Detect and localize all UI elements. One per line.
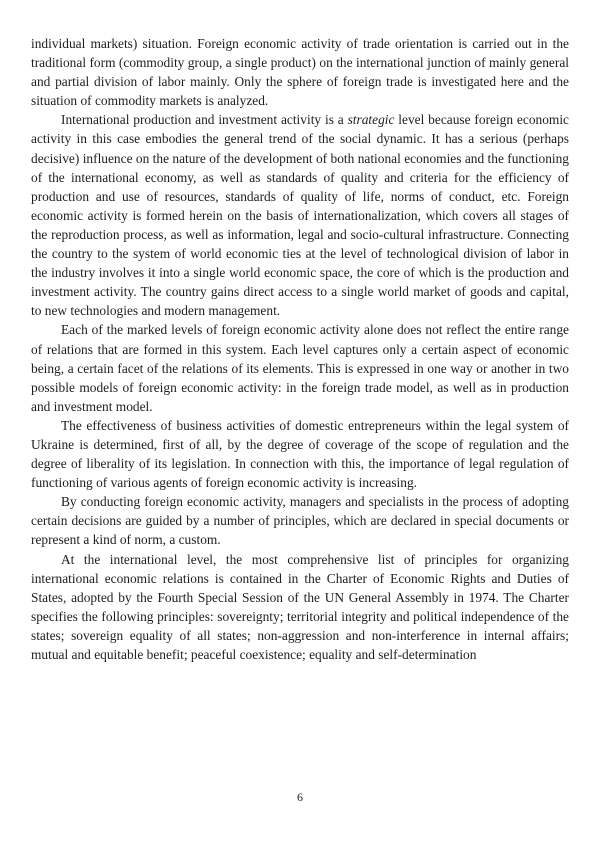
paragraph-2 [31, 110, 569, 320]
emphasis-strategic: strategic [347, 112, 395, 128]
paragraph-2-rest: level because foreign economic activity in this case embodies the general trend of the social dynamic. It has a serious (perhaps decisive) influence on the nature of the development of both national economies and the functioning of the international economy, as well as standards of quality and criteria for the efficiency of production and use of resources, standards of quality of life, norms of conduct, etc. Foreign economic activity is formed herein on the basis of internationalization, which covers all stages of the reproduction process, as well as information, legal and socio-cultural infrastructure. Connecting the country to the system of world economic ties at the level of technological division of labor in the industry involves it into a single world economic space, the core of which is the production and investment activity. The country gains direct access to a single world market of goods and capital, to new technologies and modern management. [31, 112, 569, 319]
paragraph-3: Each of the marked levels of foreign economic activity alone does not reflect the entire range of relations that are formed in this system. Each level captures only a certain aspect of economic being, a certain facet of the relations of its elements. This is expressed in one way or another in two possible models of foreign economic activity: in the foreign trade model, as well as in production and investment model. [31, 322, 569, 414]
page-number: 6 [297, 790, 303, 804]
paragraph-5: By conducting foreign economic activity, managers and specialists in the process of adopting certain decisions are guided by a number of principles, which are declared in special documents or represent a kind of norm, a custom. [31, 494, 569, 548]
paragraph-2-start: International production and investment activity is a [61, 112, 348, 128]
paragraph-6: At the international level, the most comprehensive list of principles for organizing international economic relations is contained in the Charter of Economic Rights and Duties of States, adopted by the Fourth Special Session of the UN General Assembly in 1974. The Charter specifies the following principles: sovereignty; territorial integrity and political independence of the states; sovereign equality of all states; non-aggression and non-interference in internal affairs; mutual and equitable benefit; peaceful coexistence; equality and self-determination [31, 551, 569, 662]
document-page [31, 34, 569, 664]
paragraph-4: The effectiveness of business activities of domestic entrepreneurs within the legal system of Ukraine is determined, first of all, by the degree of coverage of the scope of regulation and the degree of liberality of its legislation. In connection with this, the importance of legal regulation of functioning of various agents of foreign economic activity is increasing. [31, 417, 569, 491]
paragraph-1: individual markets) situation. Foreign economic activity of trade orientation is carried out in the traditional form (commodity group, a single product) on the international junction of mainly general and partial division of labor mainly. Only the sphere of foreign trade is investigated here and the situation of commodity markets is analyzed. [31, 36, 569, 109]
